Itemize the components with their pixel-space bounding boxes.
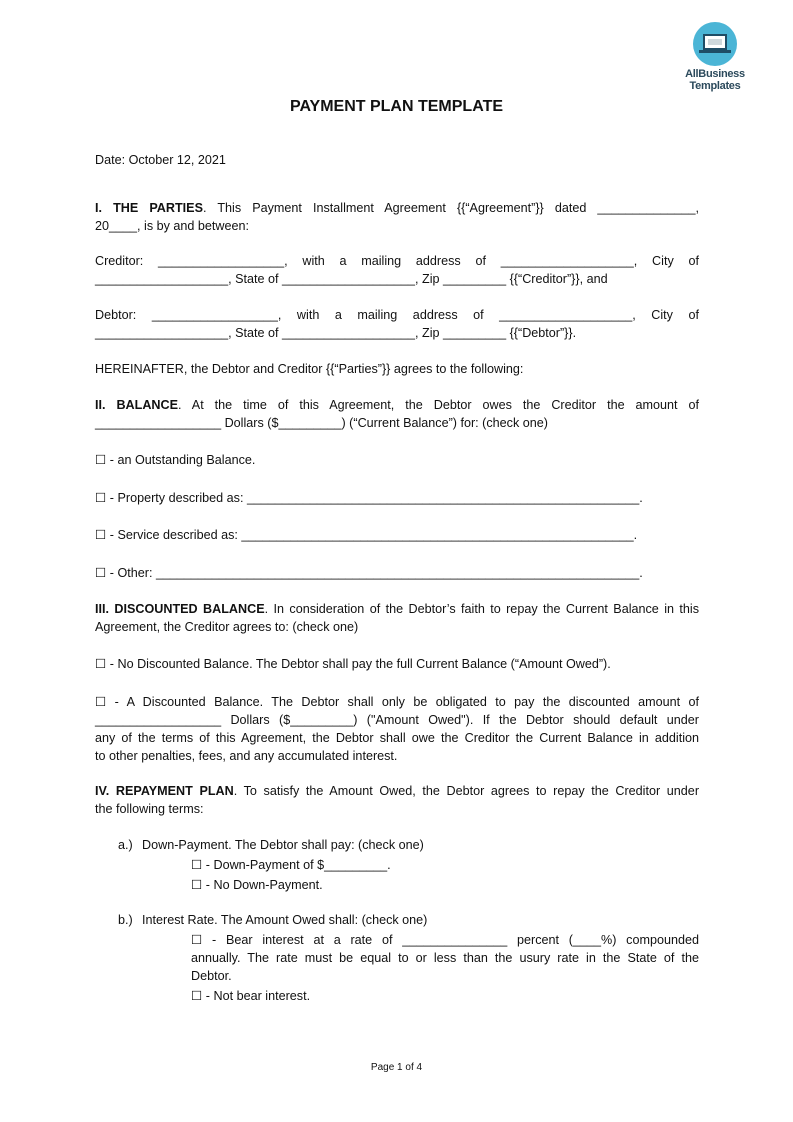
balance-heading: II. BALANCE: [95, 398, 179, 412]
parties-text-1: . This Payment Installment Agreement {{“Agreement”}} dated ______________,: [203, 201, 699, 215]
repayment-line-1: [95, 782, 699, 800]
creditor-line-1: Creditor: __________________, with a mailing address of ___________________, City of: [95, 254, 699, 268]
item-b-option-interest-line-3: Debtor.: [191, 969, 232, 983]
debtor-line-1: Debtor: __________________, with a mailing address of ___________________, City of: [95, 308, 699, 322]
discounted-line-2: Agreement, the Creditor agrees to: (check one): [95, 620, 359, 634]
date-line: Date: October 12, 2021: [95, 153, 226, 167]
balance-text-1: . At the time of this Agreement, the Debtor owes the Creditor the amount of: [178, 398, 700, 412]
balance-option-outstanding: ☐ - an Outstanding Balance.: [95, 453, 256, 467]
item-a-label: a.): [118, 838, 133, 852]
item-a-option-downpayment: ☐ - Down-Payment of $_________.: [191, 858, 391, 872]
brand-logo: [680, 22, 750, 96]
logo-line-1: AllBusiness: [685, 68, 745, 80]
debtor-line-2: ___________________, State of ___________________, Zip _________ {{“Debtor”}}.: [95, 326, 577, 340]
balance-option-service: ☐ - Service described as: ________________________________________________________.: [95, 528, 638, 542]
discounted-option-none: ☐ - No Discounted Balance. The Debtor shall pay the full Current Balance (“Amount Owed”).: [95, 657, 611, 671]
repayment-heading: IV. REPAYMENT PLAN: [95, 784, 234, 798]
item-a-text: Down-Payment. The Debtor shall pay: (check one): [142, 838, 424, 852]
document-title: PAYMENT PLAN TEMPLATE: [289, 98, 504, 115]
discounted-option-line-1: ☐ - A Discounted Balance. The Debtor shall only be obligated to pay the discounted amount of: [95, 695, 699, 709]
repayment-line-2: the following terms:: [95, 802, 204, 816]
laptop-icon: [693, 22, 737, 66]
parties-heading: I. THE PARTIES: [95, 201, 203, 215]
repayment-text-1: . To satisfy the Amount Owed, the Debtor agrees to repay the Creditor under: [233, 784, 700, 798]
item-b-option-interest-line-1: ☐ - Bear interest at a rate of _______________ percent (____%) compounded: [191, 933, 699, 947]
balance-option-other: ☐ - Other: _____________________________________________________________________.: [95, 566, 643, 580]
logo-text: [680, 68, 750, 92]
discounted-text-1: . In consideration of the Debtor’s faith to repay the Current Balance in this: [264, 602, 699, 616]
balance-line-2: __________________ Dollars ($_________) (“Current Balance”) for: (check one): [95, 416, 548, 430]
item-b-label: b.): [118, 913, 133, 927]
balance-option-property: ☐ - Property described as: ________________________________________________________.: [95, 491, 643, 505]
hereinafter-line: HEREINAFTER, the Debtor and Creditor {{“Parties”}} agrees to the following:: [95, 362, 524, 376]
logo-line-2: Templates: [689, 80, 741, 92]
discounted-option-line-3: any of the terms of this Agreement, the Debtor shall owe the Creditor the Current Balance in addition: [95, 731, 699, 745]
item-b-option-interest-line-2: annually. The rate must be equal to or less than the usury rate in the State of the: [191, 951, 699, 965]
item-b-option-no-interest: ☐ - Not bear interest.: [191, 989, 311, 1003]
discounted-line-1: [95, 600, 699, 618]
parties-line-1: [95, 199, 699, 217]
item-b-text: Interest Rate. The Amount Owed shall: (check one): [142, 913, 428, 927]
creditor-line-2: ___________________, State of ___________________, Zip _________ {{“Creditor”}}, and: [95, 272, 608, 286]
page-number: Page 1 of 4: [370, 1062, 423, 1073]
balance-line-1: [95, 396, 699, 414]
discounted-option-line-2: __________________ Dollars ($_________) ("Amount Owed"). If the Debtor should default under: [95, 713, 699, 727]
discounted-option-line-4: to other penalties, fees, and any accumulated interest.: [95, 749, 398, 763]
item-a-option-none: ☐ - No Down-Payment.: [191, 878, 323, 892]
discounted-heading: III. DISCOUNTED BALANCE: [95, 602, 265, 616]
parties-line-2: 20____, is by and between:: [95, 219, 250, 233]
